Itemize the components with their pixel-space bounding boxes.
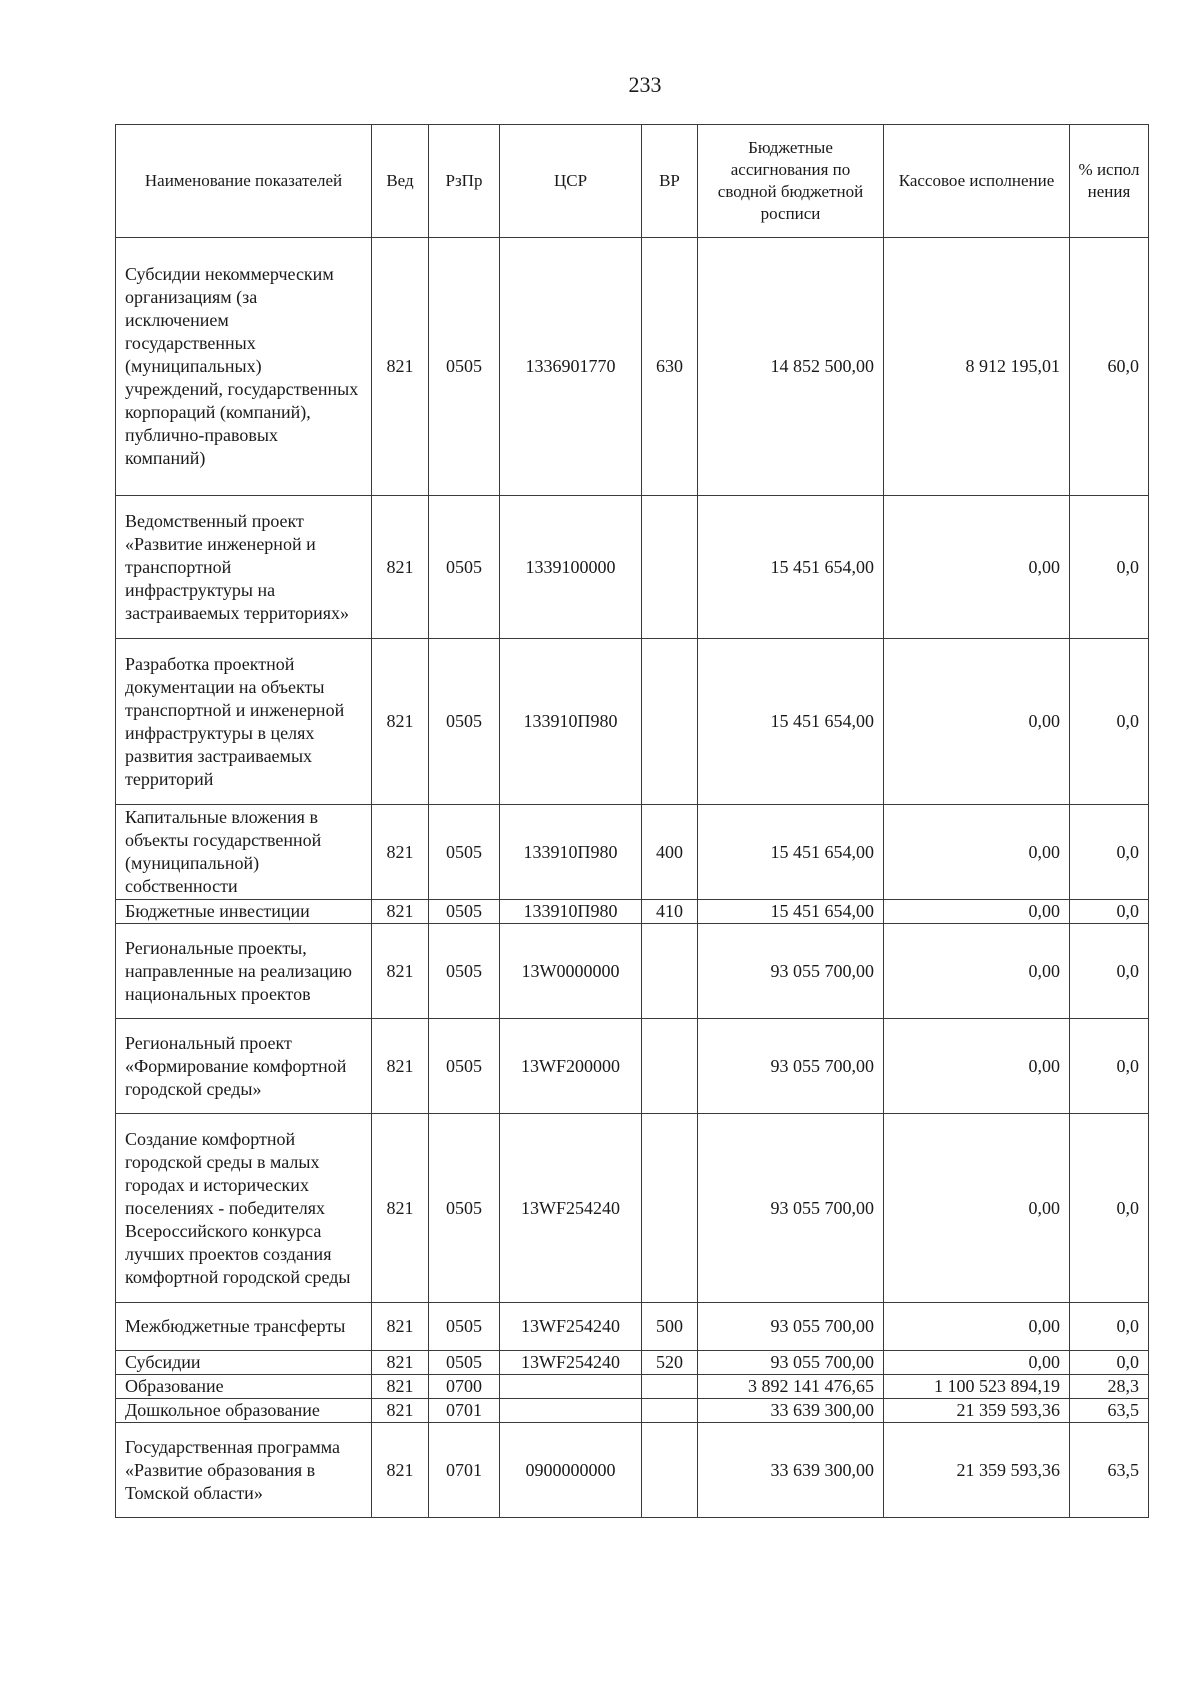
row-csr: 13WF254240 bbox=[500, 1114, 642, 1303]
row-vr: 500 bbox=[642, 1303, 698, 1351]
row-ved: 821 bbox=[372, 1303, 429, 1351]
row-executed: 0,00 bbox=[884, 924, 1070, 1019]
row-rzpr: 0701 bbox=[429, 1423, 500, 1518]
row-ved: 821 bbox=[372, 1351, 429, 1375]
row-name: Субсидии bbox=[116, 1351, 372, 1375]
row-csr: 13WF200000 bbox=[500, 1019, 642, 1114]
row-vr bbox=[642, 1019, 698, 1114]
header-percent: % испол нения bbox=[1070, 125, 1149, 238]
table-row bbox=[116, 238, 1149, 496]
row-executed: 0,00 bbox=[884, 1303, 1070, 1351]
row-percent: 0,0 bbox=[1070, 639, 1149, 805]
row-vr bbox=[642, 639, 698, 805]
row-percent: 28,3 bbox=[1070, 1375, 1149, 1399]
table-row bbox=[116, 1399, 1149, 1423]
row-assigned: 15 451 654,00 bbox=[698, 805, 884, 900]
row-executed: 0,00 bbox=[884, 1351, 1070, 1375]
row-ved: 821 bbox=[372, 1114, 429, 1303]
row-assigned: 93 055 700,00 bbox=[698, 1303, 884, 1351]
row-executed: 21 359 593,36 bbox=[884, 1423, 1070, 1518]
row-executed: 0,00 bbox=[884, 496, 1070, 639]
row-vr bbox=[642, 1375, 698, 1399]
row-csr bbox=[500, 1375, 642, 1399]
row-csr: 1339100000 bbox=[500, 496, 642, 639]
row-assigned: 14 852 500,00 bbox=[698, 238, 884, 496]
row-percent: 0,0 bbox=[1070, 900, 1149, 924]
row-name: Разработка проектной документации на объекты транспортной и инженерной инфраструктуры в целях развития застраиваемых территорий bbox=[116, 639, 372, 805]
row-name: Ведомственный проект «Развитие инженерной и транспортной инфраструктуры на застраиваемых территориях» bbox=[116, 496, 372, 639]
row-csr bbox=[500, 1399, 642, 1423]
table-row bbox=[116, 805, 1149, 900]
row-rzpr: 0505 bbox=[429, 900, 500, 924]
table-row bbox=[116, 496, 1149, 639]
row-name: Межбюджетные трансферты bbox=[116, 1303, 372, 1351]
row-assigned: 93 055 700,00 bbox=[698, 924, 884, 1019]
header-assigned: Бюджетные ассигнования по сводной бюджетной росписи bbox=[698, 125, 884, 238]
row-csr: 133910П980 bbox=[500, 900, 642, 924]
row-assigned: 15 451 654,00 bbox=[698, 496, 884, 639]
row-rzpr: 0505 bbox=[429, 1351, 500, 1375]
table-row bbox=[116, 1019, 1149, 1114]
header-ved: Вед bbox=[372, 125, 429, 238]
page-number: 233 bbox=[628, 72, 662, 97]
row-name: Региональный проект «Формирование комфортной городской среды» bbox=[116, 1019, 372, 1114]
row-executed: 0,00 bbox=[884, 1019, 1070, 1114]
table-row bbox=[116, 900, 1149, 924]
row-ved: 821 bbox=[372, 238, 429, 496]
row-name: Государственная программа «Развитие образования в Томской области» bbox=[116, 1423, 372, 1518]
row-executed: 0,00 bbox=[884, 900, 1070, 924]
row-ved: 821 bbox=[372, 1375, 429, 1399]
row-name: Образование bbox=[116, 1375, 372, 1399]
row-percent: 0,0 bbox=[1070, 496, 1149, 639]
row-csr: 13W0000000 bbox=[500, 924, 642, 1019]
row-name: Бюджетные инвестиции bbox=[116, 900, 372, 924]
row-name: Субсидии некоммерческим организациям (за исключением государственных (муниципальных) учреждений, государственных корпораций (компаний), публично-правовых компаний) bbox=[116, 238, 372, 496]
row-executed: 0,00 bbox=[884, 1114, 1070, 1303]
row-ved: 821 bbox=[372, 1423, 429, 1518]
row-name: Создание комфортной городской среды в малых городах и исторических поселениях - победителях Всероссийского конкурса лучших проектов создания комфортной городской среды bbox=[116, 1114, 372, 1303]
table-row bbox=[116, 1303, 1149, 1351]
table-row bbox=[116, 1375, 1149, 1399]
row-vr bbox=[642, 924, 698, 1019]
row-assigned: 3 892 141 476,65 bbox=[698, 1375, 884, 1399]
row-rzpr: 0505 bbox=[429, 496, 500, 639]
table-row bbox=[116, 1351, 1149, 1375]
row-percent: 0,0 bbox=[1070, 805, 1149, 900]
row-vr bbox=[642, 1399, 698, 1423]
row-percent: 63,5 bbox=[1070, 1423, 1149, 1518]
row-rzpr: 0505 bbox=[429, 1019, 500, 1114]
budget-execution-table bbox=[115, 124, 1149, 1518]
row-vr: 520 bbox=[642, 1351, 698, 1375]
row-assigned: 93 055 700,00 bbox=[698, 1351, 884, 1375]
header-vr: ВР bbox=[642, 125, 698, 238]
row-vr: 410 bbox=[642, 900, 698, 924]
row-csr: 133910П980 bbox=[500, 805, 642, 900]
row-csr: 0900000000 bbox=[500, 1423, 642, 1518]
header-rzpr: РзПр bbox=[429, 125, 500, 238]
row-ved: 821 bbox=[372, 900, 429, 924]
row-executed: 21 359 593,36 bbox=[884, 1399, 1070, 1423]
row-rzpr: 0505 bbox=[429, 1303, 500, 1351]
row-percent: 0,0 bbox=[1070, 1303, 1149, 1351]
row-vr: 630 bbox=[642, 238, 698, 496]
row-rzpr: 0700 bbox=[429, 1375, 500, 1399]
row-ved: 821 bbox=[372, 639, 429, 805]
header-name: Наименование показателей bbox=[116, 125, 372, 238]
row-assigned: 33 639 300,00 bbox=[698, 1399, 884, 1423]
row-assigned: 33 639 300,00 bbox=[698, 1423, 884, 1518]
row-ved: 821 bbox=[372, 496, 429, 639]
row-name: Дошкольное образование bbox=[116, 1399, 372, 1423]
row-vr: 400 bbox=[642, 805, 698, 900]
row-executed: 0,00 bbox=[884, 639, 1070, 805]
row-assigned: 93 055 700,00 bbox=[698, 1019, 884, 1114]
row-rzpr: 0505 bbox=[429, 805, 500, 900]
row-assigned: 15 451 654,00 bbox=[698, 639, 884, 805]
row-percent: 0,0 bbox=[1070, 1019, 1149, 1114]
row-csr: 13WF254240 bbox=[500, 1303, 642, 1351]
row-rzpr: 0505 bbox=[429, 639, 500, 805]
row-name: Капитальные вложения в объекты государственной (муниципальной) собственности bbox=[116, 805, 372, 900]
row-executed: 0,00 bbox=[884, 805, 1070, 900]
row-rzpr: 0505 bbox=[429, 238, 500, 496]
row-csr: 133910П980 bbox=[500, 639, 642, 805]
row-percent: 0,0 bbox=[1070, 1114, 1149, 1303]
row-rzpr: 0505 bbox=[429, 1114, 500, 1303]
row-vr bbox=[642, 496, 698, 639]
row-percent: 0,0 bbox=[1070, 1351, 1149, 1375]
row-percent: 60,0 bbox=[1070, 238, 1149, 496]
table-header-row bbox=[116, 125, 1149, 238]
row-percent: 0,0 bbox=[1070, 924, 1149, 1019]
row-csr: 1336901770 bbox=[500, 238, 642, 496]
row-percent: 63,5 bbox=[1070, 1399, 1149, 1423]
table-row bbox=[116, 1423, 1149, 1518]
header-csr: ЦСР bbox=[500, 125, 642, 238]
row-ved: 821 bbox=[372, 805, 429, 900]
row-vr bbox=[642, 1423, 698, 1518]
table-row bbox=[116, 1114, 1149, 1303]
row-vr bbox=[642, 1114, 698, 1303]
row-assigned: 15 451 654,00 bbox=[698, 900, 884, 924]
row-name: Региональные проекты, направленные на реализацию национальных проектов bbox=[116, 924, 372, 1019]
table-row bbox=[116, 639, 1149, 805]
row-ved: 821 bbox=[372, 1019, 429, 1114]
row-rzpr: 0505 bbox=[429, 924, 500, 1019]
row-rzpr: 0701 bbox=[429, 1399, 500, 1423]
row-assigned: 93 055 700,00 bbox=[698, 1114, 884, 1303]
row-csr: 13WF254240 bbox=[500, 1351, 642, 1375]
row-ved: 821 bbox=[372, 924, 429, 1019]
row-executed: 1 100 523 894,19 bbox=[884, 1375, 1070, 1399]
row-executed: 8 912 195,01 bbox=[884, 238, 1070, 496]
row-ved: 821 bbox=[372, 1399, 429, 1423]
header-executed: Кассовое исполнение bbox=[884, 125, 1070, 238]
table-row bbox=[116, 924, 1149, 1019]
